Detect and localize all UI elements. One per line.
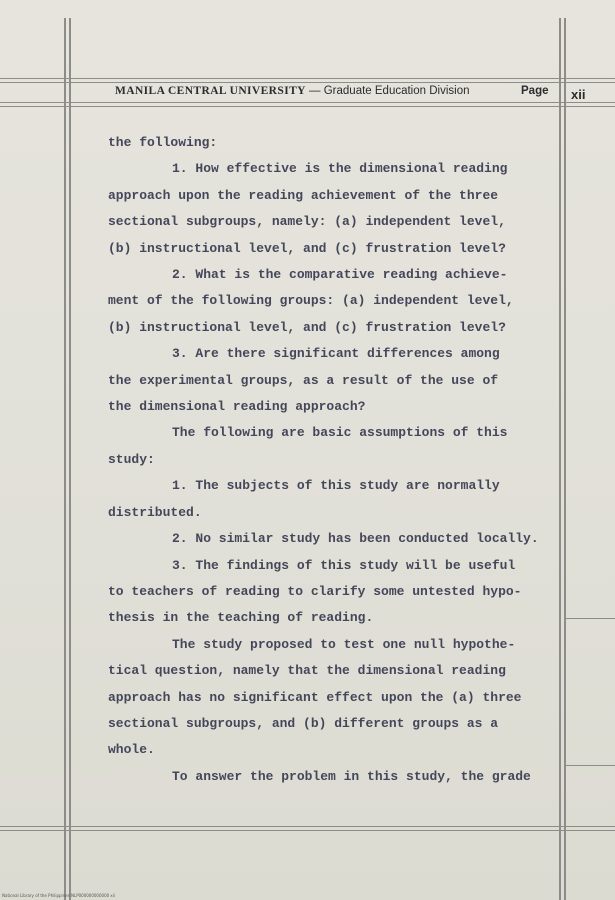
text-line: 1. The subjects of this study are normally (172, 478, 500, 494)
text-line: 2. No similar study has been conducted locally. (172, 531, 539, 547)
text-line: study: (108, 451, 155, 467)
text-line: (b) instructional level, and (c) frustration level? (108, 240, 506, 256)
text-line: To answer the problem in this study, the grade (172, 768, 531, 784)
text-line: distributed. (108, 504, 202, 520)
text-line: approach upon the reading achievement of the three (108, 187, 499, 203)
page-header (115, 85, 555, 103)
text-line: whole. (108, 742, 155, 758)
bottom-rule-2 (0, 830, 615, 831)
text-line: 3. The findings of this study will be useful (172, 557, 516, 573)
header-rule-top (0, 78, 615, 79)
text-line: to teachers of reading to clarify some untested hypo- (108, 583, 522, 599)
page-number: xii (571, 87, 586, 102)
text-line: sectional subgroups, and (b) different groups as a (108, 715, 499, 731)
text-line: the experimental groups, as a result of the use of (108, 372, 499, 388)
header-rule-bottom-2 (0, 106, 615, 107)
text-line: (b) instructional level, and (c) frustration level? (108, 319, 506, 335)
text-line: sectional subgroups, namely: (a) independent level, (108, 214, 506, 230)
university-name: MANILA CENTRAL UNIVERSITY (115, 85, 306, 97)
left-margin-rule-outer (64, 18, 66, 900)
text-line: the dimensional reading approach? (108, 399, 366, 415)
right-edge-tick-2 (566, 765, 615, 766)
right-margin-rule-inner (559, 18, 561, 900)
scan-footer: National Library of the Philippines NLP000000000000 xii (2, 893, 116, 898)
text-line: approach has no significant effect upon the (a) three (108, 689, 522, 705)
page-label: Page (521, 85, 549, 97)
text-line: the following: (108, 135, 218, 150)
right-edge-tick-1 (566, 618, 615, 619)
body-text (108, 130, 558, 790)
header-rule-top-2 (0, 82, 615, 83)
text-line: thesis in the teaching of reading. (108, 610, 374, 626)
right-margin-rule-outer (564, 18, 566, 900)
text-line: 3. Are there significant differences among (172, 346, 500, 362)
text-line: ment of the following groups: (a) independent level, (108, 293, 514, 309)
text-line: 2. What is the comparative reading achieve- (172, 267, 508, 283)
text-line: The following are basic assumptions of this (172, 425, 508, 441)
division-name: Graduate Education Division (323, 85, 470, 97)
bottom-rule-1 (0, 826, 615, 827)
left-margin-rule-inner (69, 18, 71, 900)
text-line: 1. How effective is the dimensional reading (172, 161, 508, 177)
text-line: The study proposed to test one null hypothe- (172, 636, 516, 652)
header-separator: — (305, 85, 324, 97)
text-line: tical question, namely that the dimensional reading (108, 663, 506, 679)
